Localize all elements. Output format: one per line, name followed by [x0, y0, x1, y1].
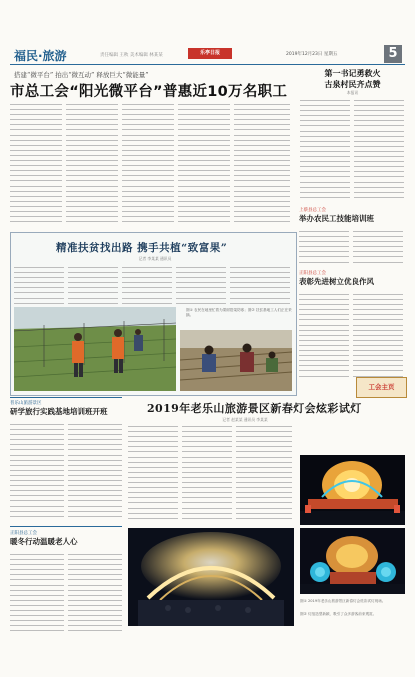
lead-col-2 [66, 102, 118, 225]
brief-2-col-b [353, 292, 403, 380]
lantern-photo-1-image [300, 455, 405, 525]
lantern-night-image [128, 528, 294, 626]
elder-label: 正阳县总工会 [10, 531, 37, 536]
brief-1 [299, 207, 405, 265]
poverty-col-4 [176, 265, 226, 305]
header-rule [10, 64, 405, 65]
lead-col-4 [178, 102, 230, 225]
lead-col-3 [122, 102, 174, 225]
ad-text: 工会主页 [368, 383, 395, 391]
sidebar-story [300, 68, 405, 203]
harvest-photo-image [180, 330, 292, 391]
farm-photo [14, 307, 176, 391]
sidebar-title-2: 古泉村民齐点赞 [324, 79, 381, 89]
brief-2-col-a [299, 292, 349, 380]
lead-col-1 [10, 102, 62, 225]
lantern-photo-2-image [300, 528, 405, 594]
page-number: 5 [384, 45, 402, 63]
ad-box [356, 377, 407, 398]
poverty-caption: 图① 农民在地里忙着为果树搭架防寒；图② 扶贫基地工人们正在采摘。 [186, 308, 292, 317]
poverty-col-3 [122, 265, 172, 305]
poverty-byline: 记者 李某某 通讯员 [138, 256, 172, 261]
lantern-night-photo [128, 528, 294, 626]
festival-col-3 [236, 424, 292, 524]
sidebar-col-2 [354, 98, 404, 201]
festival-col-2 [182, 424, 232, 524]
brief-2-title: 表彰先进树立优良作风 [299, 277, 374, 286]
festival-caption-2: 图② 灯组造型新颖，吸引了众多游客前来观赏。 [300, 612, 377, 616]
poverty-col-1 [14, 265, 64, 305]
brief-1-col-b [353, 229, 403, 265]
tourism-label: 普乐山旅游景区 [10, 401, 42, 406]
lead-col-5 [234, 102, 290, 225]
elder-col-a [10, 552, 64, 638]
brief-1-title: 举办农民工技能培训班 [299, 214, 374, 223]
poverty-col-2 [68, 265, 118, 305]
sidebar-title-1: 第一书记勇救火 [324, 68, 381, 78]
elder-rule [10, 526, 122, 527]
poverty-title: 精准扶贫找出路 携手共植“致富果” [56, 242, 228, 254]
lead-body [10, 102, 293, 225]
elder-title: 暖冬行动温暖老人心 [10, 537, 78, 546]
page-editors: 责任编辑 王秋 美术编辑 林某某 [100, 53, 163, 58]
masthead-logo: 乐亭日报 [188, 48, 232, 59]
tourism-title: 研学旅行实践基地培训班开班 [10, 407, 108, 416]
tourism-col-b [68, 422, 122, 522]
issue-date: 2019年12月23日 星期五 [286, 52, 338, 57]
sidebar-col-1 [300, 98, 350, 201]
festival-title: 2019年老乐山旅游景区新春灯会炫彩试灯 [147, 402, 362, 415]
brief-1-label: 上蔡县总工会 [299, 208, 326, 213]
brief-1-col-a [299, 229, 349, 265]
lower-left-rule [10, 397, 122, 398]
section-name: 福民·旅游 [14, 49, 67, 63]
poverty-col-5 [230, 265, 290, 305]
harvest-photo [180, 330, 292, 391]
farm-photo-image [14, 307, 176, 391]
lead-headline: 市总工会“阳光微平台”普惠近10万名职工 [10, 84, 288, 100]
elder-col-b [68, 552, 122, 638]
sidebar-byline: 本报讯 [346, 90, 359, 95]
festival-caption-1: 图① 2019年老乐山旅游景区新春灯会炫彩试灯现场。 [300, 599, 386, 603]
lantern-photo-2 [300, 528, 405, 594]
lantern-photo-1 [300, 455, 405, 525]
brief-2 [299, 270, 405, 382]
tourism-col-a [10, 422, 64, 522]
elder-brief [10, 530, 122, 547]
tourism-brief [10, 400, 122, 417]
lead-kicker: 搭建“微平台” 拍出“微互动” 释放巨大“微能量” [14, 71, 149, 79]
festival-byline: 记者 赵某某 通讯员 李某某 [222, 417, 268, 422]
brief-2-label: 正阳县总工会 [299, 271, 326, 276]
festival-col-1 [128, 424, 178, 524]
